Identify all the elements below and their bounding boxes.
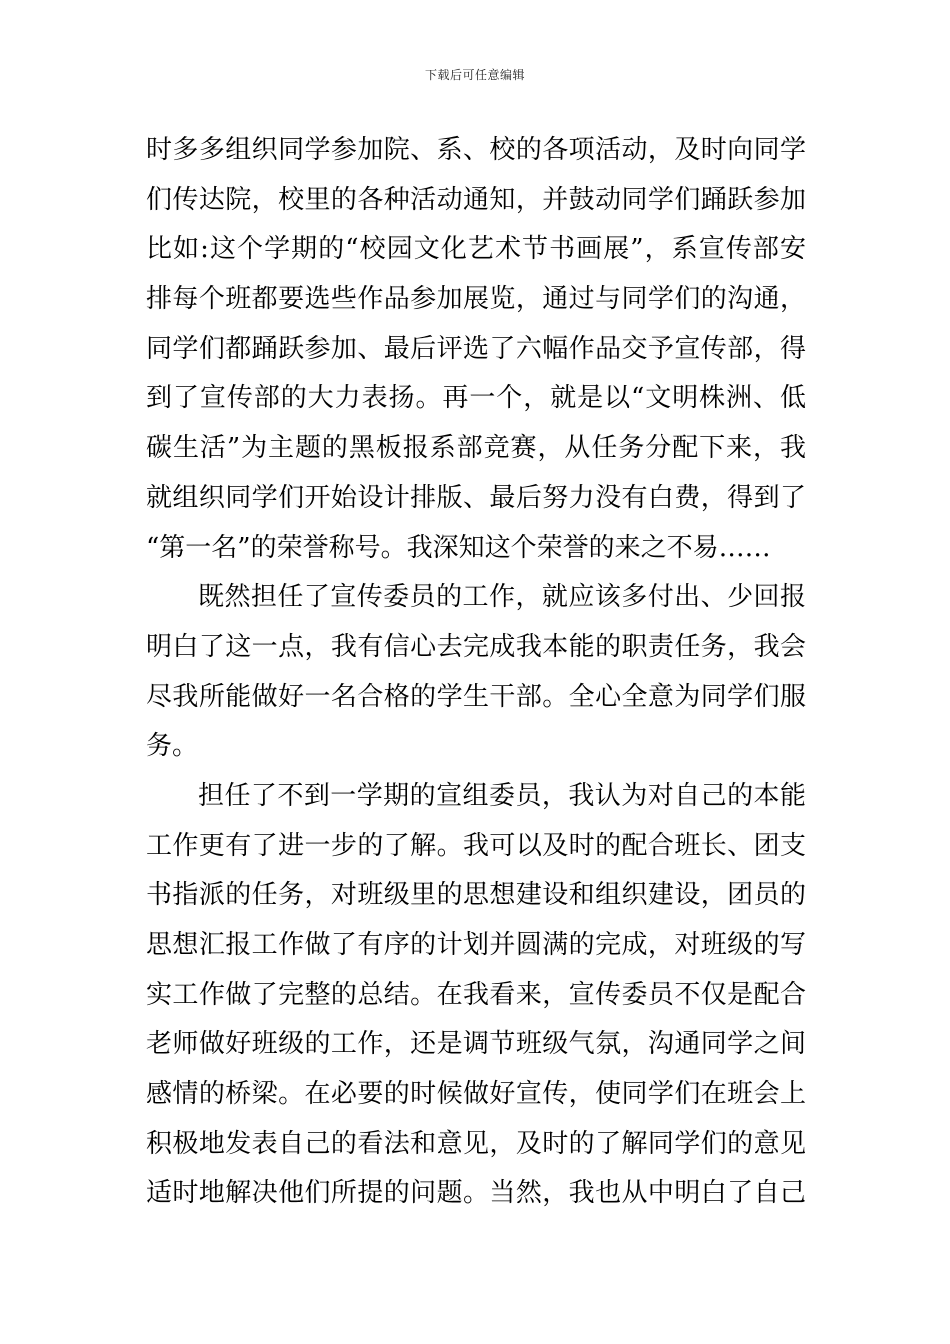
text-line: 书指派的任务，对班级里的思想建设和组织建设，团员的 <box>146 880 806 911</box>
text-line: 思想汇报工作做了有序的计划并圆满的完成，对班级的写 <box>146 930 806 960</box>
text-line: 时多多组织同学参加院、系、校的各项活动，及时向同学 <box>146 135 806 165</box>
text-line: 感情的桥梁。在必要的时候做好宣传，使同学们在班会上 <box>146 1079 806 1110</box>
text-line: 工作更有了进一步的了解。我可以及时的配合班长、团支 <box>146 830 806 861</box>
document-body <box>146 126 806 1219</box>
text-line: 适时地解决他们所提的问题。当然，我也从中明白了自己 <box>146 1178 806 1209</box>
text-line: 就组织同学们开始设计排版、最后努力没有白费，得到了 <box>146 482 806 513</box>
text-line: 务。 <box>146 731 199 762</box>
paragraph-first-line: 既然担任了宣传委员的工作，就应该多付出、少回报 <box>198 582 806 613</box>
page-header: 下载后可任意编辑 <box>424 68 525 82</box>
paragraph-first-line: 担任了不到一学期的宣组委员，我认为对自己的本能 <box>198 780 806 811</box>
text-line: 同学们都踊跃参加、最后评选了六幅作品交予宣传部，得 <box>146 333 806 364</box>
text-line: 积极地发表自己的看法和意见，及时的了解同学们的意见 <box>146 1128 806 1159</box>
text-line: 碳生活”为主题的黑板报系部竞赛，从任务分配下来，我 <box>146 433 806 464</box>
text-line: 老师做好班级的工作，还是调节班级气氛，沟通同学之间 <box>146 1029 806 1060</box>
text-line: 实工作做了完整的总结。在我看来，宣传委员不仅是配合 <box>146 979 806 1010</box>
text-line: 尽我所能做好一名合格的学生干部。全心全意为同学们服 <box>146 681 806 712</box>
text-line: 排每个班都要选些作品参加展览，通过与同学们的沟通， <box>146 284 806 315</box>
text-line: 到了宣传部的大力表扬。再一个，就是以“文明株洲、低 <box>146 383 806 414</box>
text-line: “第一名”的荣誉称号。我深知这个荣誉的来之不易…… <box>146 532 771 563</box>
text-line: 明白了这一点，我有信心去完成我本能的职责任务，我会 <box>146 631 806 662</box>
text-line: 们传达院，校里的各种活动通知，并鼓动同学们踊跃参加 <box>146 184 806 215</box>
text-line: 比如:这个学期的“校园文化艺术节书画展”，系宣传部安 <box>146 234 806 265</box>
